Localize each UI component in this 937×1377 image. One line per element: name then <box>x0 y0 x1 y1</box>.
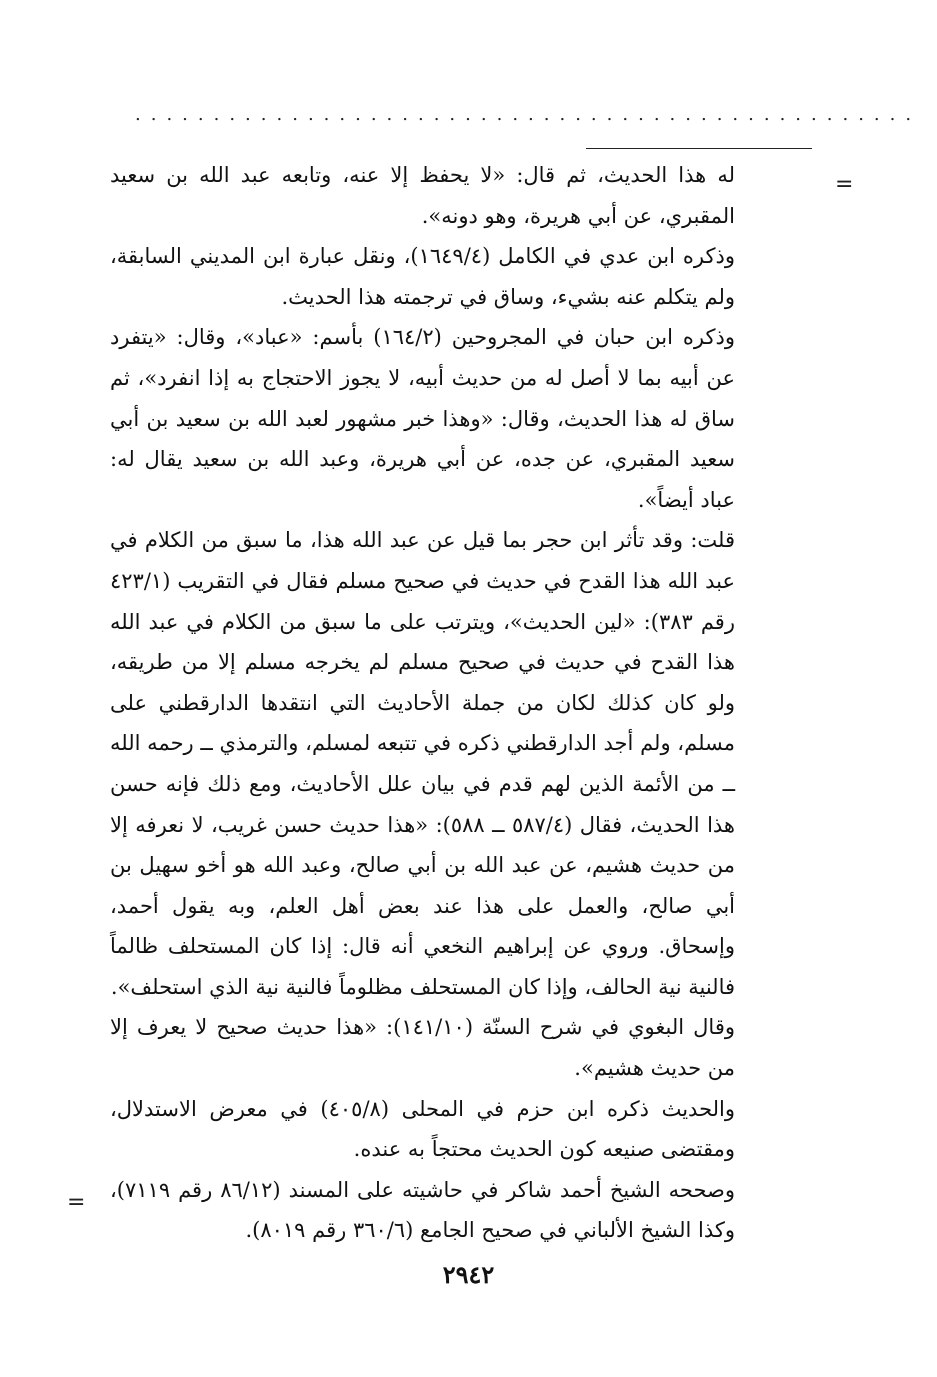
paragraph-1: له هذا الحديث، ثم قال: «لا يحفظ إلا عنه، وتابعه عبد الله بن سعيد المقبري، عن أبي هريرة، وهو دونه». <box>110 163 735 228</box>
paragraph-6: والحديث ذكره ابن حزم في المحلى (٤٠٥/٨) في معرض الاستدلال، ومقتضى صنيعه كون الحديث محتجاً به عنده. <box>110 1096 735 1162</box>
dotted-separator: .................................................. <box>135 104 922 125</box>
paragraph-3: وذكره ابن حبان في المجروحين (١٦٤/٢) بأسم: «عباد»، وقال: «يتفرد عن أبيه بما لا أصل له من حديث أبيه، لا يجوز الاحتجاج به إذا انفرد»، ثم ساق له هذا الحديث، وقال: «وهذا خبر مشهور لعبد الله بن سعيد بن أبي سعيد المقبري، عن جده، عن أبي هريرة، وعبد الله بن سعيد يقال له: عباد أيضاً». <box>110 325 735 512</box>
paragraph-7: وصححه الشيخ أحمد شاكر في حاشيته على المسند (٨٦/١٢ رقم ٧١١٩)، وكذا الشيخ الألباني في صحيح الجامع (٣٦٠/٦ رقم ٨٠١٩). <box>110 1177 735 1243</box>
footnote-rule <box>586 148 812 149</box>
paragraph-4: قلت: وقد تأثر ابن حجر بما قيل عن عبد الله هذا، ما سبق من الكلام في عبد الله هذا القدح في حديث في صحيح مسلم فقال في التقريب (٤٢٣/١ رقم ٣٨٣): «لين الحديث»، ويترتب على ما سبق من الكلام في عبد الله هذا القدح في حديث في صحيح مسلم لم يخرجه مسلم إلا من طريقه، ولو كان كذلك لكان من جملة الأحاديث التي انتقدها الدارقطني على مسلم، ولم أجد الدارقطني ذكره في تتبعه لمسلم، والترمذي ــ رحمه الله ــ من الأئمة الذين لهم قدم في بيان علل الأحاديث، ومع ذلك فإنه حسن هذا الحديث، فقال (٥٨٧/٤ ــ ٥٨٨): «هذا حديث حسن غريب، لا نعرفه إلا من حديث هشيم، عن عبد الله بن أبي صالح، وعبد الله هو أخو سهيل بن أبي صالح، والعمل على هذا عند بعض أهل العلم، وبه يقول أحمد، وإسحاق. وروي عن إبراهيم النخعي أنه قال: إذا كان المستحلف ظالماً فالنية نية الحالف، وإذا كان المستحلف مظلوماً فالنية نية الذي استحلف». <box>110 528 736 999</box>
continuation-mark-top: = <box>835 172 854 197</box>
paragraph-5: وقال البغوي في شرح السنّة (١٤١/١٠): «هذا حديث صحيح لا يعرف إلا من حديث هشيم». <box>110 1015 736 1081</box>
footnote-body <box>110 155 735 1251</box>
page-number: ٢٩٤٢ <box>442 1260 495 1289</box>
paragraph-2: وذكره ابن عدي في الكامل (١٦٤٩/٤)، ونقل عبارة ابن المديني السابقة، ولم يتكلم عنه بشيء، وساق في ترجمته هذا الحديث. <box>110 244 736 309</box>
continuation-mark-bottom: = <box>67 1190 86 1215</box>
